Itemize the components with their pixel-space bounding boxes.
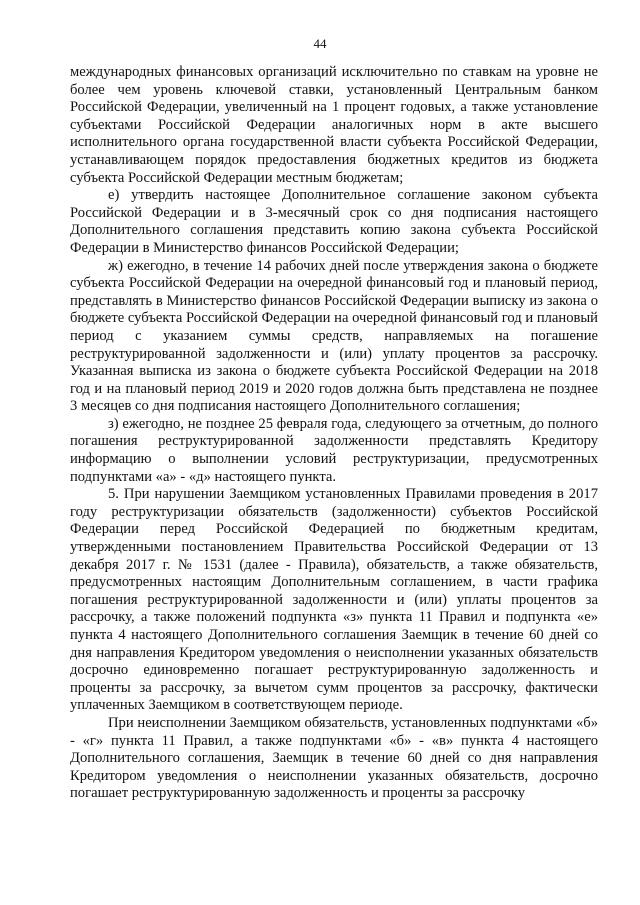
paragraph-clause-5: 5. При нарушении Заемщиком установленных Правилами проведения в 2017 году реструктуризации обязательств (задолженности) субъектов Российской Федерации перед Российской Федерацией по бюджетным кредитам, утвержденными постановлением Правительства Российской Федерации от 13 декабря 2017 г. № 1531 (далее - Правила), обязательств, а также обязательств, предусмотренных настоящим Дополнительным соглашением, в части графика погашения реструктурированной задолженности и (или) уплаты процентов за рассрочку, а также положений подпункта «з» пункта 11 Правил и подпункта «е» пункта 4 настоящего Дополнительного соглашения Заемщик в течение 60 дней со дня направления Кредитором уведомления о неисполнении указанных обязательств досрочно единовременно погашает реструктурированную задолженность и проценты за рассрочку, за вычетом сумм процентов за рассрочку, фактически уплаченных Заемщиком в соответствующем периоде. xyxy=(70,486,598,714)
paragraph-clause-5-continued: При неисполнении Заемщиком обязательств, установленных подпунктами «б» - «г» пункта 11 Правил, а также подпунктами «б» - «в» пункта 4 настоящего Дополнительного соглашения, Заемщик в течение 60 дней со дня направления Кредитором уведомления о неисполнении указанных обязательств, досрочно погашает реструктурированную задолженность и проценты за рассрочку xyxy=(70,714,598,802)
page-number: 44 xyxy=(313,36,327,51)
paragraph-continuation: международных финансовых организаций исключительно по ставкам на уровне не более чем уровень ключевой ставки, установленный Центральным банком Российской Федерации, увеличенный на 1 процент годовых, а также установление субъектами Российской Федерации аналогичных норм в акте высшего исполнительного органа государственной власти субъекта Российской Федерации, устанавливающем порядок предоставления бюджетных кредитов из бюджета субъекта Российской Федерации местным бюджетам; xyxy=(70,64,598,186)
paragraph-item-e: е) утвердить настоящее Дополнительное соглашение законом субъекта Российской Федерации и в 3-месячный срок со дня подписания настоящего Дополнительного соглашения представить копию закона субъекта Российской Федерации в Министерство финансов Российской Федерации; xyxy=(70,187,598,256)
document-body xyxy=(70,64,598,803)
paragraph-item-z: з) ежегодно, не позднее 25 февраля года, следующего за отчетным, до полного погашения реструктурированной задолженности представлять Кредитору информацию о выполнении условий реструктуризации, предусмотренных подпунктами «а» - «д» настоящего пункта. xyxy=(70,415,598,485)
paragraph-item-zh: ж) ежегодно, в течение 14 рабочих дней после утверждения закона о бюджете субъекта Российской Федерации на очередной финансовый год и плановый период, представлять в Министерство финансов Российской Федерации выписку из закона о бюджете субъекта Российской Федерации на очередной финансовый год и плановый период с указанием суммы средств, направляемых на погашение реструктурированной задолженности и (или) уплату процентов за рассрочку. Указанная выписка из закона о бюджете субъекта Российской Федерации на 2018 год и на плановый период 2019 и 2020 годов должна быть представлена не позднее 3 месяцев со дня подписания настоящего Дополнительного соглашения; xyxy=(70,257,598,415)
